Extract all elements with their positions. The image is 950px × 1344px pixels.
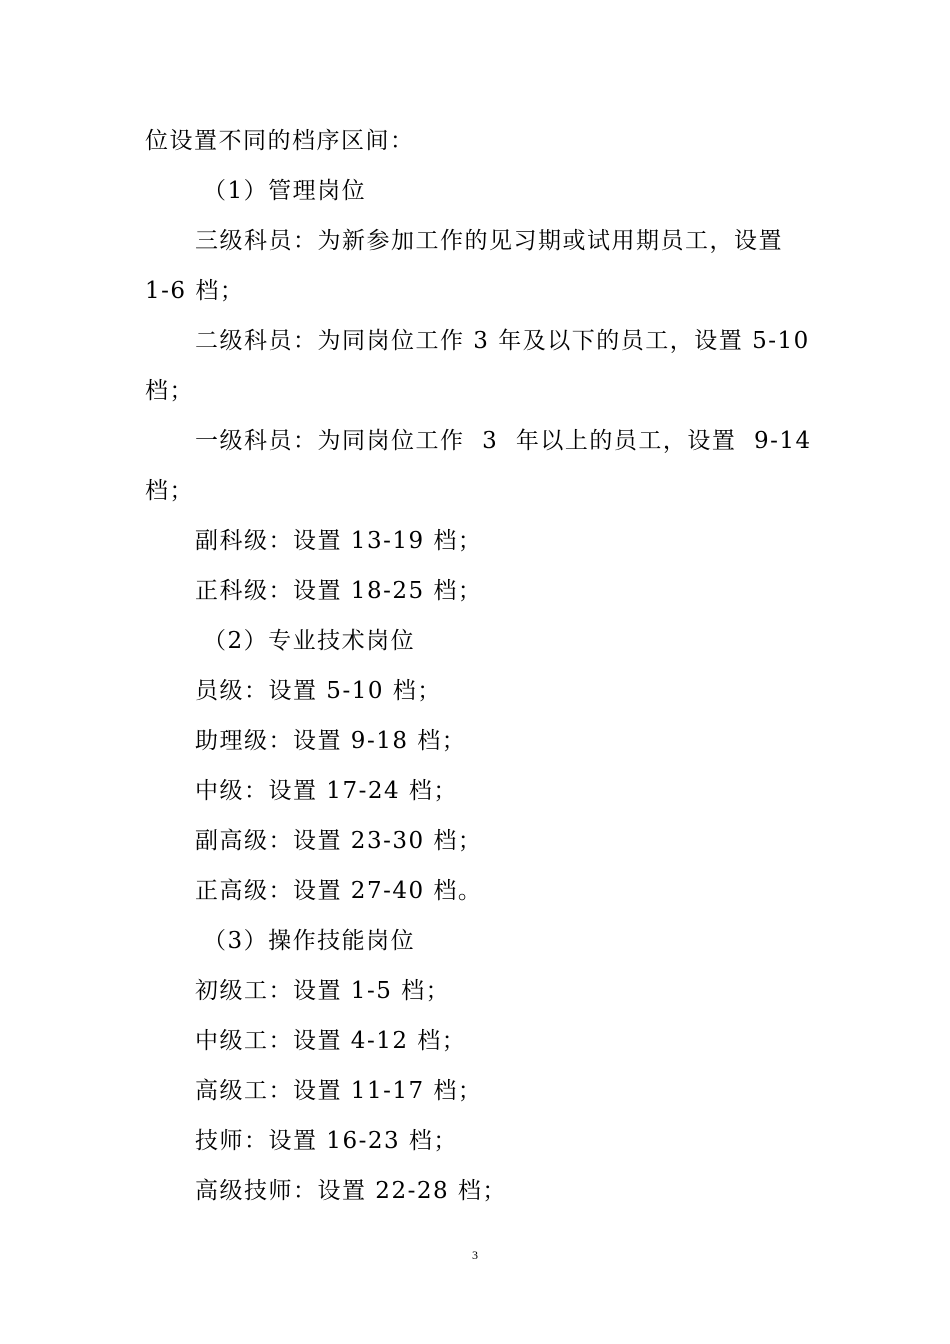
list-item: 副高级：设置 23-30 档； <box>195 828 483 854</box>
list-item: 员级：设置 5-10 档； <box>195 678 442 704</box>
list-item: 技师：设置 16-23 档； <box>195 1128 458 1154</box>
list-item: 高级技师：设置 22-28 档； <box>195 1178 507 1204</box>
paragraph-line: 位设置不同的档序区间： <box>145 128 415 154</box>
paragraph-line: 档； <box>145 478 194 504</box>
list-item: 正高级：设置 27-40 档。 <box>195 878 483 904</box>
section-heading-management: （1）管理岗位 <box>203 178 367 204</box>
document-body <box>145 116 810 1216</box>
list-item: 初级工：设置 1-5 档； <box>195 978 451 1004</box>
list-item: 正科级：设置 18-25 档； <box>195 578 483 604</box>
list-item: 助理级：设置 9-18 档； <box>195 728 467 754</box>
section-heading-technical: （2）专业技术岗位 <box>203 628 416 654</box>
list-item: 中级：设置 17-24 档； <box>195 778 458 804</box>
paragraph-line: 二级科员：为同岗位工作 3 年及以下的员工，设置 5-10 <box>195 328 810 354</box>
page-number: 3 <box>472 1248 478 1262</box>
list-item: 中级工：设置 4-12 档； <box>195 1028 467 1054</box>
paragraph-line: 1-6 档； <box>145 278 245 304</box>
paragraph-line: 三级科员：为新参加工作的见习期或试用期员工，设置 <box>195 228 783 254</box>
paragraph-line: 档； <box>145 378 194 404</box>
section-heading-skills: （3）操作技能岗位 <box>203 928 416 954</box>
list-item: 高级工：设置 11-17 档； <box>195 1078 483 1104</box>
list-item: 副科级：设置 13-19 档； <box>195 528 483 554</box>
paragraph-line: 一级科员：为同岗位工作 3 年以上的员工，设置 9-14 <box>195 428 812 454</box>
